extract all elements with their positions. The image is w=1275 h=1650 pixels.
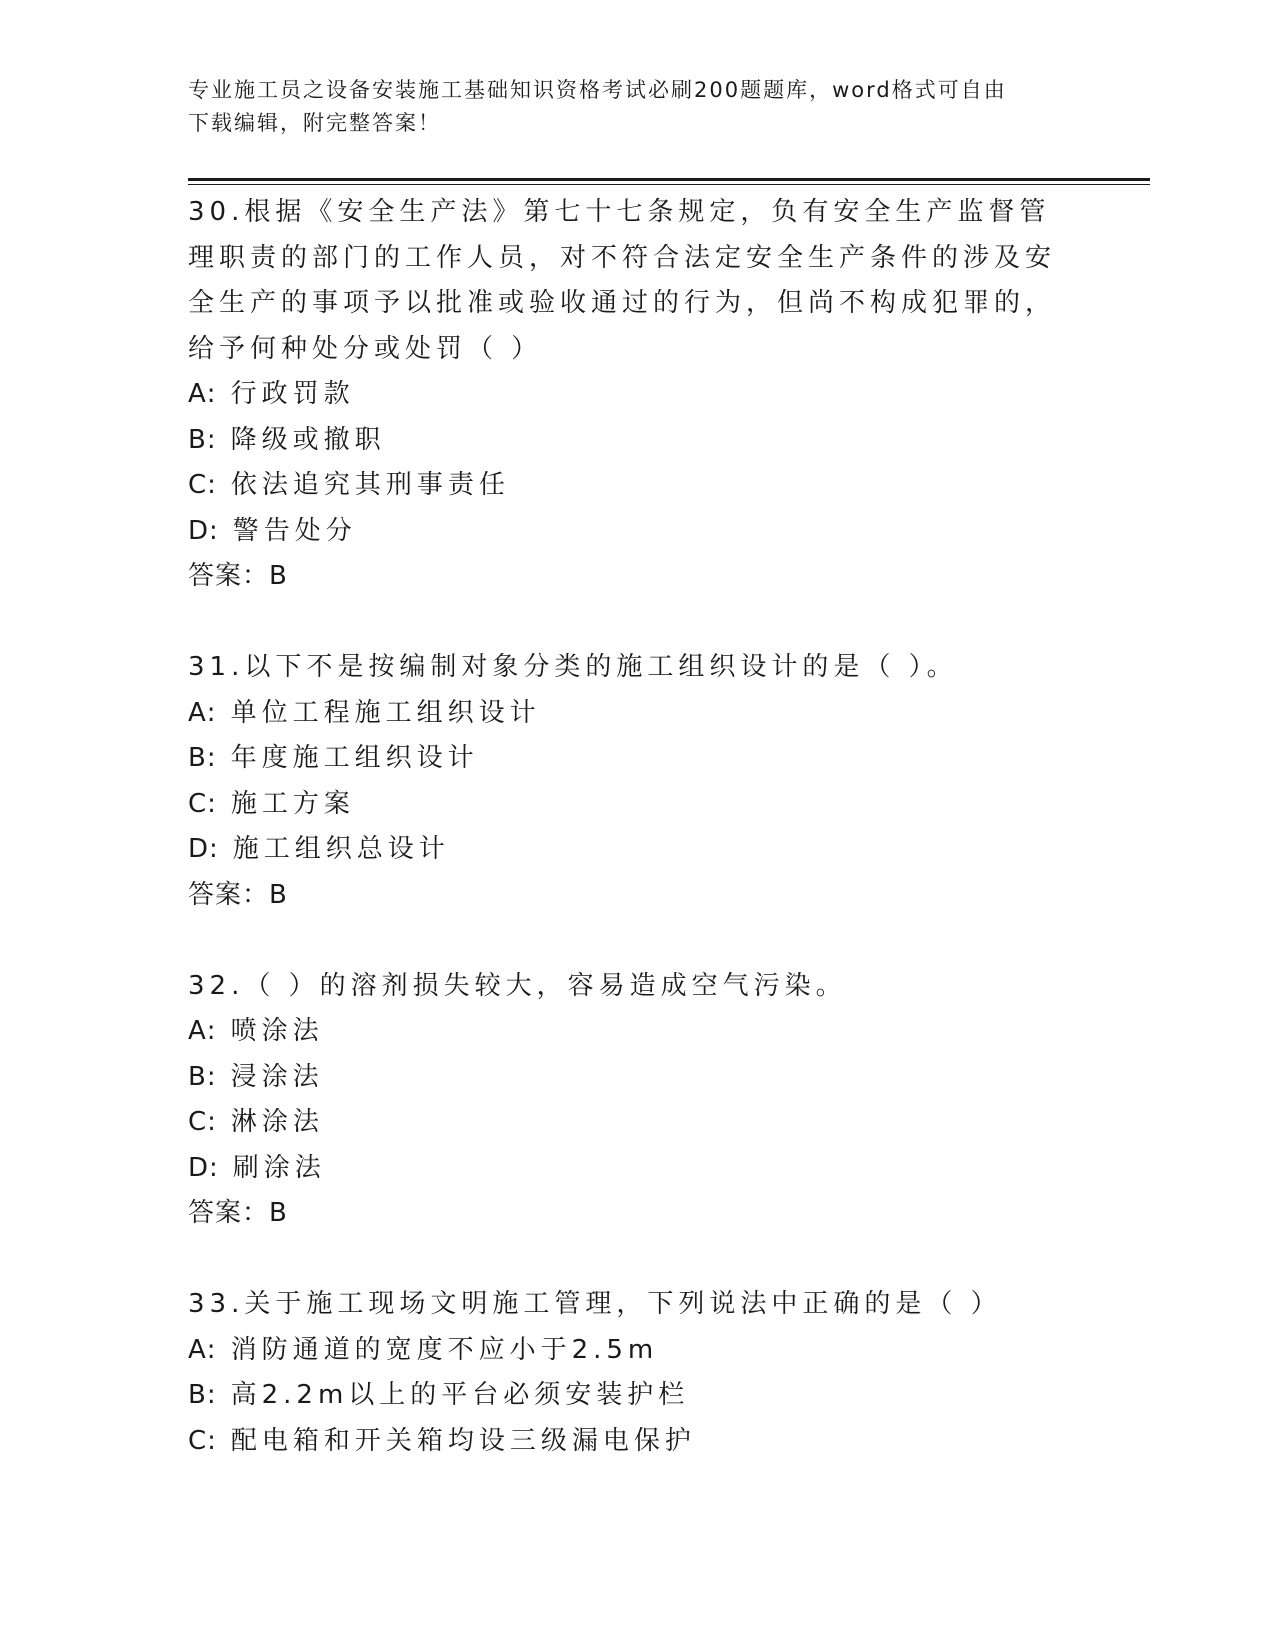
option-a: A: 喷涂法 bbox=[188, 1016, 324, 1046]
header-line-1: 专业施工员之设备安装施工基础知识资格考试必刷200题题库，word格式可自由 bbox=[188, 78, 1007, 102]
question-stem: 30.根据《安全生产法》第七十七条规定，负有安全生产监督管理职责的部门的工作人员，对不符合法定安全生产条件的涉及安全生产的事项予以批准或验收通过的行为，但尚不构成犯罪的，给予何种处分或处罚（ ） bbox=[188, 197, 1057, 364]
question-31 bbox=[188, 645, 1078, 918]
option-c: C: 淋涂法 bbox=[188, 1107, 324, 1137]
header-line-2: 下载编辑，附完整答案！ bbox=[188, 111, 441, 135]
question-list bbox=[188, 190, 1078, 1464]
document-header bbox=[188, 74, 1088, 140]
option-a: A: 单位工程施工组织设计 bbox=[188, 697, 541, 728]
answer-line: 答案：B bbox=[188, 879, 288, 910]
question-stem: 31.以下不是按编制对象分类的施工组织设计的是（ ）。 bbox=[188, 652, 958, 682]
answer-line: 答案：B bbox=[188, 561, 288, 591]
option-d: D: 警告处分 bbox=[188, 515, 357, 546]
question-stem: 33.关于施工现场文明施工管理，下列说法中正确的是（ ） bbox=[188, 1289, 1002, 1319]
header-divider-thin bbox=[188, 184, 1150, 185]
option-c: C: 施工方案 bbox=[188, 788, 355, 819]
option-a: A: 行政罚款 bbox=[188, 379, 355, 409]
question-30 bbox=[188, 190, 1078, 600]
answer-line: 答案：B bbox=[188, 1198, 288, 1228]
option-a: A: 消防通道的宽度不应小于2.5m bbox=[188, 1334, 659, 1365]
question-32 bbox=[188, 964, 1078, 1237]
option-b: B: 年度施工组织设计 bbox=[188, 743, 479, 773]
question-stem: 32.（ ）的溶剂损失较大，容易造成空气污染。 bbox=[188, 970, 847, 1001]
question-33 bbox=[188, 1282, 1078, 1464]
option-d: D: 刷涂法 bbox=[188, 1152, 326, 1183]
option-b: B: 浸涂法 bbox=[188, 1061, 324, 1092]
option-d: D: 施工组织总设计 bbox=[188, 834, 450, 864]
option-b: B: 降级或撤职 bbox=[188, 424, 386, 455]
header-divider-thick bbox=[188, 178, 1150, 181]
option-c: C: 依法追究其刑事责任 bbox=[188, 470, 510, 500]
option-c: C: 配电箱和开关箱均设三级漏电保护 bbox=[188, 1425, 696, 1456]
option-b: B: 高2.2m以上的平台必须安装护栏 bbox=[188, 1380, 690, 1410]
